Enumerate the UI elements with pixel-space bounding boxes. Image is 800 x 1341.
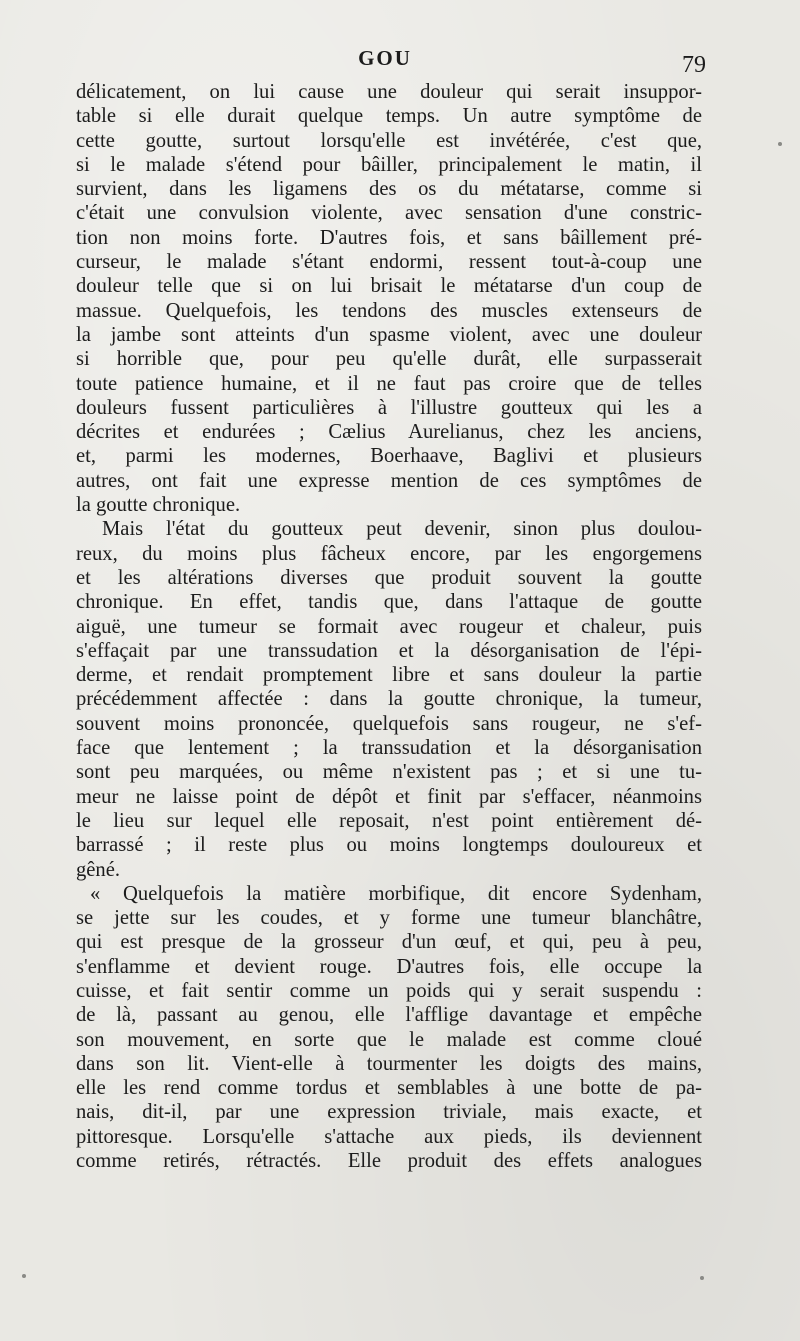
text-line: face que lentement ; la transsudation et la désorganisation — [76, 737, 702, 760]
paper-speck — [22, 1274, 26, 1278]
text-line: et, parmi les modernes, Boerhaave, Baglivi et plusieurs — [76, 445, 702, 468]
text-line: de là, passant au genou, elle l'afflige davantage et empêche — [76, 1004, 702, 1027]
body-text — [76, 80, 702, 1173]
text-line: douleurs fussent particulières à l'illustre goutteux qui les a — [76, 396, 702, 419]
text-line: dans son lit. Vient-elle à tourmenter les doigts des mains, — [76, 1052, 702, 1075]
text-line: qui est presque de la grosseur d'un œuf, et qui, peu à peu, — [76, 931, 702, 954]
text-line: si le malade s'étend pour bâiller, principalement le matin, il — [76, 153, 702, 176]
text-line: douleur telle que si on lui brisait le métatarse d'un coup de — [76, 275, 702, 298]
text-line: précédemment affectée : dans la goutte chronique, la tumeur, — [76, 688, 702, 711]
text-line: reux, du moins plus fâcheux encore, par les engorgemens — [76, 542, 702, 565]
text-line: massue. Quelquefois, les tendons des muscles extenseurs de — [76, 299, 702, 322]
text-line: table si elle durait quelque temps. Un autre symptôme de — [76, 105, 702, 128]
text-line: toute patience humaine, et il ne faut pas croire que de telles — [76, 372, 702, 395]
text-line: survient, dans les ligamens des os du métatarse, comme si — [76, 178, 702, 201]
text-line: la goutte chronique. — [76, 494, 241, 517]
paper-speck — [778, 142, 782, 146]
text-line: décrites et endurées ; Cælius Aurelianus, chez les anciens, — [76, 421, 702, 444]
text-line: gêné. — [76, 858, 121, 881]
text-line: barrassé ; il reste plus ou moins longtemps douloureux et — [76, 834, 702, 857]
text-line: derme, et rendait promptement libre et sans douleur la partie — [76, 664, 702, 687]
text-line: souvent moins prononcée, quelquefois sans rougeur, ne s'ef- — [76, 712, 702, 735]
text-line: aiguë, une tumeur se formait avec rougeur et chaleur, puis — [76, 615, 702, 638]
text-line: tion non moins forte. D'autres fois, et sans bâillement pré- — [76, 226, 702, 249]
running-title: GOU — [358, 46, 412, 70]
text-line: autres, ont fait une expresse mention de ces symptômes de — [76, 469, 702, 492]
text-line: nais, dit-il, par une expression triviale, mais exacte, et — [76, 1101, 702, 1124]
text-line: son mouvement, en sorte que le malade est comme cloué — [76, 1028, 702, 1051]
text-line: et les altérations diverses que produit souvent la goutte — [76, 566, 702, 589]
text-line: curseur, le malade s'étant endormi, ressent tout-à-coup une — [76, 251, 702, 274]
text-line: s'effaçait par une transsudation et la désorganisation de l'épi- — [76, 639, 702, 662]
text-line: cuisse, et fait sentir comme un poids qui y serait suspendu : — [76, 979, 702, 1002]
text-line: meur ne laisse point de dépôt et finit par s'effacer, néanmoins — [76, 785, 702, 808]
text-line: comme retirés, rétractés. Elle produit des effets analogues — [76, 1150, 702, 1173]
paper-speck — [700, 1276, 704, 1280]
text-line: délicatement, on lui cause une douleur qui serait insuppor- — [76, 81, 702, 103]
text-line: cette goutte, surtout lorsqu'elle est invétérée, c'est que, — [76, 129, 702, 152]
text-line: la jambe sont atteints d'un spasme violent, avec une douleur — [76, 323, 702, 346]
text-line: se jette sur les coudes, et y forme une tumeur blanchâtre, — [76, 907, 702, 930]
text-line: chronique. En effet, tandis que, dans l'attaque de goutte — [76, 591, 702, 614]
text-line: c'était une convulsion violente, avec sensation d'une constric- — [76, 202, 702, 225]
page-number: 79 — [682, 52, 706, 78]
text-line: « Quelquefois la matière morbifique, dit encore Sydenham, — [90, 882, 702, 905]
text-line: Mais l'état du goutteux peut devenir, sinon plus doulou- — [102, 518, 702, 541]
text-line: pittoresque. Lorsqu'elle s'attache aux pieds, ils deviennent — [76, 1125, 702, 1148]
running-head — [0, 44, 800, 78]
text-line: si horrible que, pour peu qu'elle durât, elle surpasserait — [76, 348, 702, 371]
text-line: s'enflamme et devient rouge. D'autres fois, elle occupe la — [76, 955, 702, 978]
text-line: sont peu marquées, ou même n'existent pas ; et si une tu- — [76, 761, 702, 784]
text-line: le lieu sur lequel elle reposait, n'est point entièrement dé- — [76, 809, 702, 832]
text-line: elle les rend comme tordus et semblables à une botte de pa- — [76, 1077, 702, 1100]
